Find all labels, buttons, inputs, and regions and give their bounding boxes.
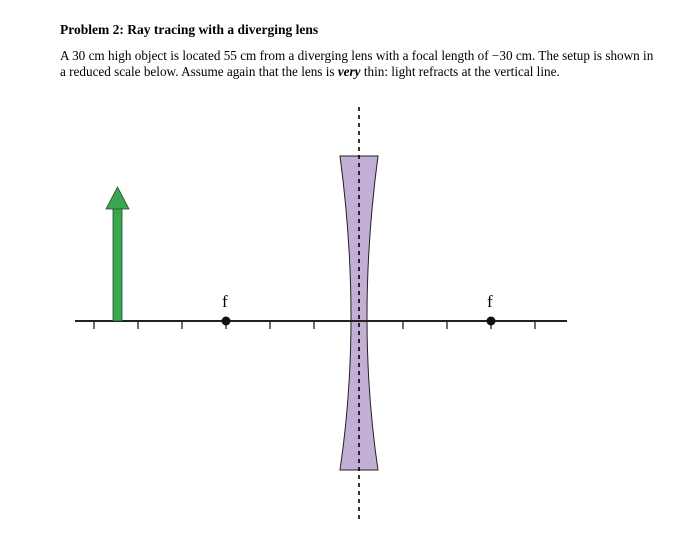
- object-arrow: [106, 187, 129, 321]
- problem-title: Problem 2: Ray tracing with a diverging lens: [60, 22, 319, 37]
- axis-ticks: [94, 321, 535, 329]
- focal-label-left: f: [222, 292, 228, 311]
- focal-label-right: f: [487, 292, 493, 311]
- focal-point-left: [222, 317, 231, 326]
- problem-text-part2: thin: light refracts at the vertical line.: [360, 64, 560, 79]
- problem-text-emphasis: very: [337, 64, 361, 79]
- focal-point-right: [487, 317, 496, 326]
- problem-text-part1: A 30 cm high object is located 55 cm from a diverging lens with a focal length of −30 cm. The setup is shown in a reduced scale below. Assume again that the lens is: [60, 48, 654, 79]
